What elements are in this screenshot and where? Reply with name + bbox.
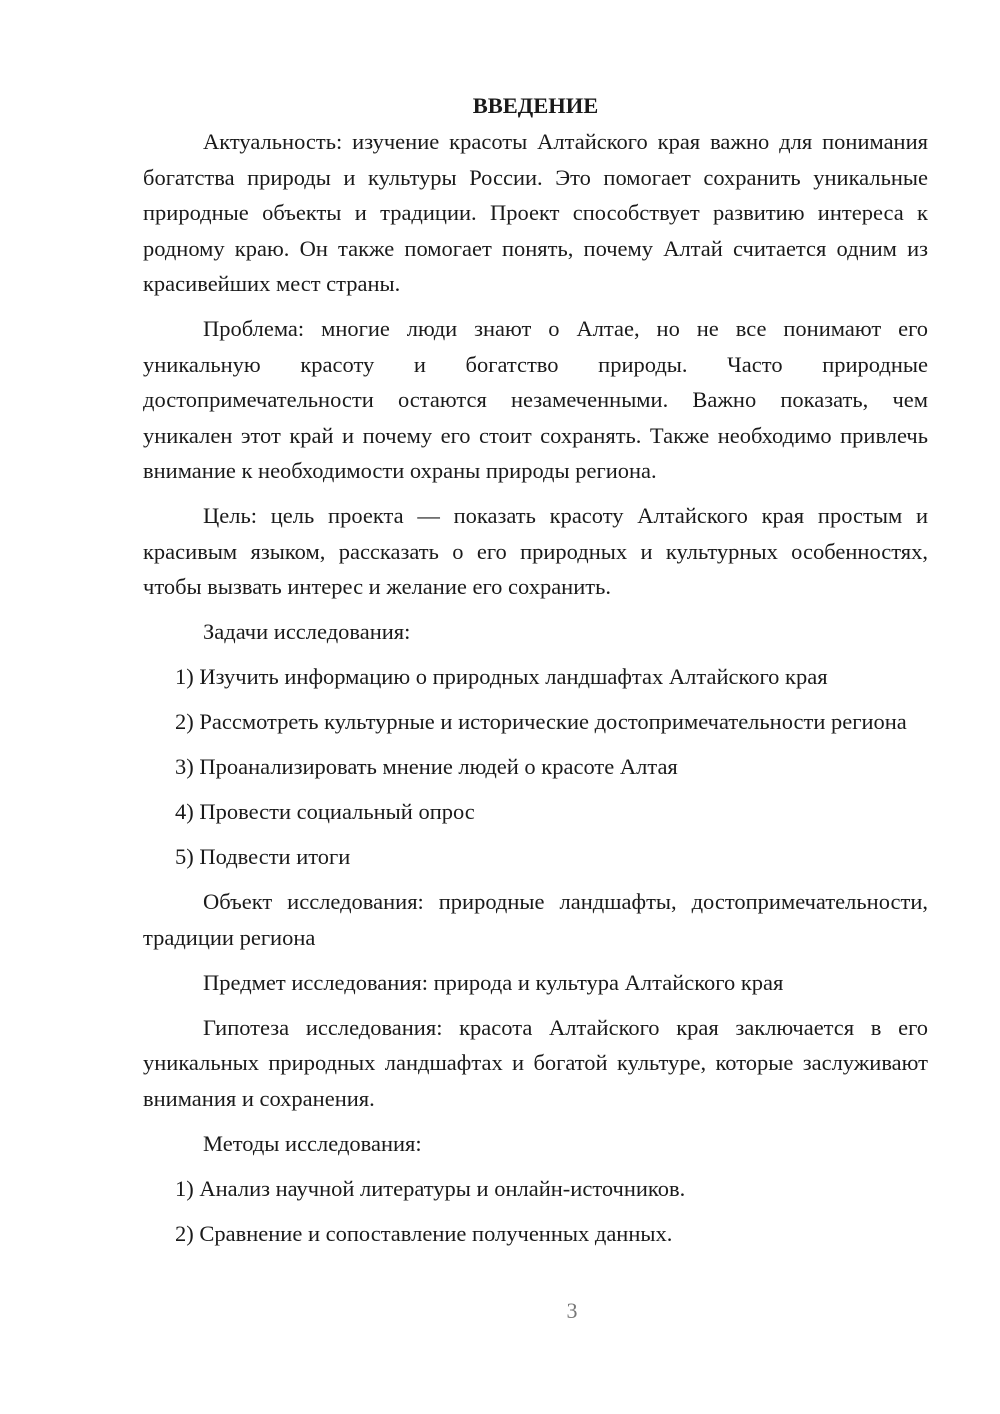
goal-paragraph: Цель: цель проекта — показать красоту Алтайского края простым и красивым языком, рассказать о его природных и культурных особенностях, чтобы вызвать интерес и желание его сохранить. — [143, 503, 928, 599]
page-number: 3 — [566, 1298, 578, 1323]
task-item-4: 4) Провести социальный опрос — [175, 799, 475, 824]
hypothesis-paragraph: Гипотеза исследования: красота Алтайского края заключается в его уникальных природных ландшафтах и богатой культуре, которые заслуживают внимания и сохранения. — [143, 1014, 928, 1111]
object-paragraph: Объект исследования: природные ландшафты, достопримечательности, традиции региона — [143, 889, 928, 950]
tasks-heading: Задачи исследования: — [203, 619, 411, 644]
method-item-1: 1) Анализ научной литературы и онлайн-источников. — [175, 1175, 686, 1201]
problem-paragraph: Проблема: многие люди знают о Алтае, но не все понимают его уникальную красоту и богатство природы. Часто природные достопримечательности остаются незамеченными. Важно показать, чем уникален этот край и почему его стоит сохранять. Также необходимо привлечь внимание к необходимости охраны природы региона. — [143, 316, 928, 483]
task-item-2: 2) Рассмотреть культурные и исторические достопримечательности региона — [175, 709, 907, 734]
relevance-paragraph: Актуальность: изучение красоты Алтайского края важно для понимания богатства природы и культуры России. Это помогает сохранить уникальные природные объекты и традиции. Проект способствует развитию интереса к родному краю. Он также помогает понять, почему Алтай считается одним из красивейших мест страны. — [143, 129, 928, 296]
methods-heading: Методы исследования: — [203, 1130, 422, 1156]
document-page — [143, 88, 928, 1251]
page-title: ВВЕДЕНИЕ — [472, 93, 599, 118]
task-item-1: 1) Изучить информацию о природных ландшафтах Алтайского края — [175, 664, 828, 689]
subject-paragraph: Предмет исследования: природа и культура Алтайского края — [203, 969, 784, 995]
task-item-5: 5) Подвести итоги — [175, 844, 351, 869]
task-item-3: 3) Проанализировать мнение людей о красоте Алтая — [175, 754, 678, 779]
method-item-2: 2) Сравнение и сопоставление полученных данных. — [175, 1220, 673, 1246]
